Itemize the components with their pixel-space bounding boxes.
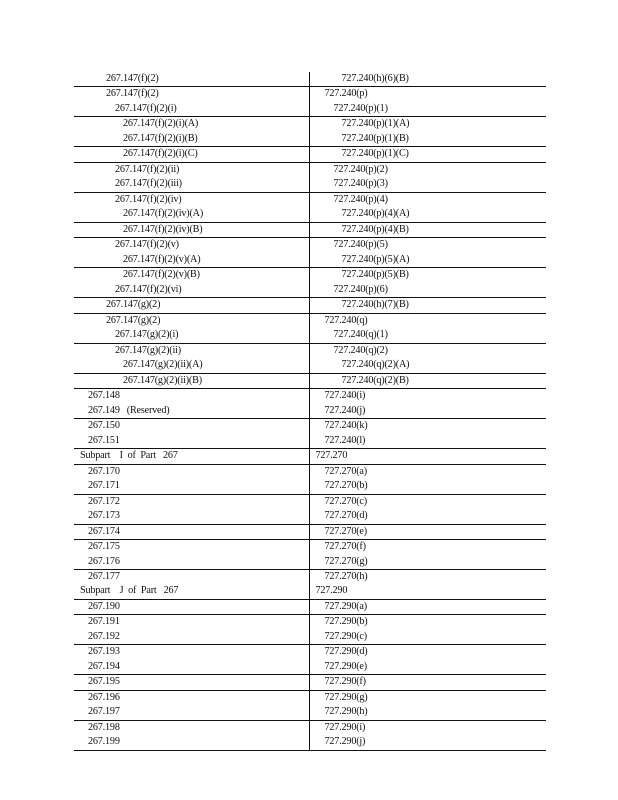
rcra-section-cell: 267.147(f)(2)(v) <box>74 238 309 253</box>
rcra-section-cell: 267.176 <box>88 555 120 567</box>
state-section-cell: 727.240(p)(4)(B) <box>309 222 546 237</box>
state-section-cell: 727.240(l) <box>309 434 546 449</box>
table-row <box>74 630 546 645</box>
state-section-cell: 727.240(p)(1)(A) <box>309 117 546 132</box>
rcra-section-cell: 267.147(g)(2)(ii)(A) <box>123 359 203 371</box>
rcra-section-cell: 267.199 <box>74 735 309 750</box>
state-section-cell: 727.240(p)(1)(B) <box>309 132 546 147</box>
table-row <box>74 645 546 660</box>
state-section-cell: 727.290 <box>309 584 546 599</box>
rcra-section-cell: 267.147(f)(2)(iv)(B) <box>74 222 309 237</box>
state-section-cell: 727.240(q) <box>309 313 546 328</box>
table-row <box>74 192 546 207</box>
state-section-cell: 727.270(d) <box>309 509 546 524</box>
cross-reference-table-body <box>74 72 546 750</box>
rcra-section-cell: 267.147(f)(2)(i) <box>115 102 177 114</box>
rcra-section-cell: 267.151 <box>88 434 120 446</box>
state-section-cell: 727.270 <box>309 449 546 464</box>
state-section-cell: 727.290(b) <box>309 615 546 630</box>
table-row <box>74 72 546 87</box>
table-row <box>74 735 546 750</box>
state-section-cell: 727.290(h) <box>309 705 546 720</box>
rcra-section-cell: 267.192 <box>88 630 120 642</box>
rcra-section-cell: 267.190 <box>74 599 309 614</box>
state-section-cell: 727.240(p)(5) <box>309 238 546 253</box>
table-row <box>74 555 546 570</box>
table-row <box>74 464 546 479</box>
rcra-section-cell: 267.197 <box>88 706 120 718</box>
table-row <box>74 419 546 434</box>
rcra-section-cell: 267.175 <box>74 540 309 555</box>
state-section-cell: 727.240(q)(2)(B) <box>309 373 546 388</box>
rcra-section-cell: Subpart I of Part 267 <box>74 449 309 464</box>
state-section-cell: 727.240(i) <box>309 389 546 404</box>
state-section-cell: 727.290(j) <box>309 735 546 750</box>
table-row <box>74 207 546 222</box>
rcra-section-cell: 267.193 <box>74 645 309 660</box>
table-row <box>74 87 546 102</box>
state-section-cell: 727.240(p)(6) <box>309 283 546 298</box>
table-row <box>74 690 546 705</box>
rcra-section-cell: 267.147(g)(2) <box>74 298 309 313</box>
rcra-section-cell: 267.147(f)(2)(i)(C) <box>74 147 309 162</box>
state-section-cell: 727.240(q)(2)(A) <box>309 358 546 373</box>
state-section-cell: 727.240(h)(6)(B) <box>309 72 546 87</box>
state-section-cell: 727.240(p)(2) <box>309 162 546 177</box>
state-section-cell: 727.270(g) <box>309 555 546 570</box>
state-section-cell: 727.240(q)(2) <box>309 343 546 358</box>
rcra-section-cell: 267.170 <box>74 464 309 479</box>
cross-reference-table <box>74 72 546 751</box>
table-row <box>74 358 546 373</box>
rcra-section-cell: 267.147(f)(2)(v)(A) <box>123 253 201 265</box>
rcra-section-cell: 267.195 <box>74 675 309 690</box>
table-row <box>74 222 546 237</box>
rcra-section-cell: 267.147(f)(2)(i)(B) <box>123 132 198 144</box>
state-section-cell: 727.240(j) <box>309 404 546 419</box>
state-section-cell: 727.290(e) <box>309 660 546 675</box>
table-row <box>74 675 546 690</box>
rcra-section-cell: 267.194 <box>88 660 120 672</box>
table-row <box>74 509 546 524</box>
rcra-section-cell: 267.147(f)(2)(iv) <box>74 192 309 207</box>
rcra-section-cell: 267.147(g)(2)(ii) <box>74 343 309 358</box>
rcra-section-cell: 267.147(g)(2)(ii)(B) <box>74 373 309 388</box>
state-section-cell: 727.270(f) <box>309 540 546 555</box>
state-section-cell: 727.290(c) <box>309 630 546 645</box>
rcra-section-cell: 267.147(f)(2)(iii) <box>115 178 182 190</box>
rcra-section-cell: 267.147(f)(2)(i)(A) <box>74 117 309 132</box>
rcra-section-cell: 267.150 <box>74 419 309 434</box>
table-row <box>74 328 546 343</box>
table-row <box>74 132 546 147</box>
rcra-section-cell: 267.177 <box>74 569 309 584</box>
rcra-section-cell: 267.147(g)(2) <box>74 313 309 328</box>
table-row <box>74 298 546 313</box>
table-row <box>74 102 546 117</box>
rcra-section-cell: 267.196 <box>74 690 309 705</box>
state-section-cell: 727.270(b) <box>309 479 546 494</box>
table-row <box>74 177 546 192</box>
table-row <box>74 599 546 614</box>
table-row <box>74 253 546 268</box>
table-row <box>74 389 546 404</box>
table-row <box>74 569 546 584</box>
table-row <box>74 494 546 509</box>
rcra-section-cell: 267.147(f)(2)(ii) <box>74 162 309 177</box>
rcra-section-cell: 267.174 <box>74 524 309 539</box>
state-section-cell: 727.290(f) <box>309 675 546 690</box>
table-row <box>74 373 546 388</box>
state-section-cell: 727.240(p)(4)(A) <box>309 207 546 222</box>
state-section-cell: 727.270(e) <box>309 524 546 539</box>
table-row <box>74 720 546 735</box>
rcra-section-cell: 267.191 <box>74 615 309 630</box>
state-section-cell: 727.240(p)(3) <box>309 177 546 192</box>
state-section-cell: 727.290(a) <box>309 599 546 614</box>
rcra-section-cell: 267.147(f)(2)(v)(B) <box>74 268 309 283</box>
table-row <box>74 268 546 283</box>
table-row <box>74 479 546 494</box>
rcra-section-cell: 267.147(f)(2) <box>106 73 159 84</box>
table-row <box>74 117 546 132</box>
state-section-cell: 727.270(c) <box>309 494 546 509</box>
table-row <box>74 660 546 675</box>
state-section-cell: 727.290(g) <box>309 690 546 705</box>
state-section-cell: 727.240(q)(1) <box>309 328 546 343</box>
table-row <box>74 615 546 630</box>
table-row <box>74 238 546 253</box>
state-section-cell: 727.240(p)(1) <box>309 102 546 117</box>
table-row <box>74 313 546 328</box>
rcra-section-cell: 267.149 (Reserved) <box>88 404 170 416</box>
rcra-section-cell: 267.147(f)(2)(vi) <box>115 283 182 295</box>
rcra-section-cell: 267.172 <box>74 494 309 509</box>
state-section-cell: 727.240(p)(1)(C) <box>309 147 546 162</box>
state-section-cell: 727.290(i) <box>309 720 546 735</box>
table-row <box>74 147 546 162</box>
state-section-cell: 727.240(p)(5)(B) <box>309 268 546 283</box>
state-section-cell: 727.240(p) <box>309 87 546 102</box>
rcra-section-cell: 267.147(g)(2)(i) <box>115 329 179 341</box>
table-row <box>74 283 546 298</box>
rcra-section-cell: 267.147(f)(2)(iv)(A) <box>123 208 204 220</box>
state-section-cell: 727.290(d) <box>309 645 546 660</box>
state-section-cell: 727.240(h)(7)(B) <box>309 298 546 313</box>
table-row <box>74 404 546 419</box>
state-section-cell: 727.240(p)(5)(A) <box>309 253 546 268</box>
rcra-section-cell: 267.198 <box>74 720 309 735</box>
rcra-section-cell: 267.171 <box>88 480 120 492</box>
rcra-section-cell: 267.147(f)(2) <box>74 87 309 102</box>
state-section-cell: 727.270(a) <box>309 464 546 479</box>
table-row <box>74 434 546 449</box>
rcra-section-cell: 267.173 <box>88 510 120 522</box>
state-section-cell: 727.240(k) <box>309 419 546 434</box>
table-row <box>74 343 546 358</box>
table-row <box>74 162 546 177</box>
table-row <box>74 584 546 599</box>
rcra-section-cell: Subpart J of Part 267 <box>80 585 179 597</box>
table-row <box>74 449 546 464</box>
table-row <box>74 540 546 555</box>
table-row <box>74 705 546 720</box>
state-section-cell: 727.240(p)(4) <box>309 192 546 207</box>
rcra-section-cell: 267.148 <box>74 389 309 404</box>
table-row <box>74 524 546 539</box>
state-section-cell: 727.270(h) <box>309 569 546 584</box>
